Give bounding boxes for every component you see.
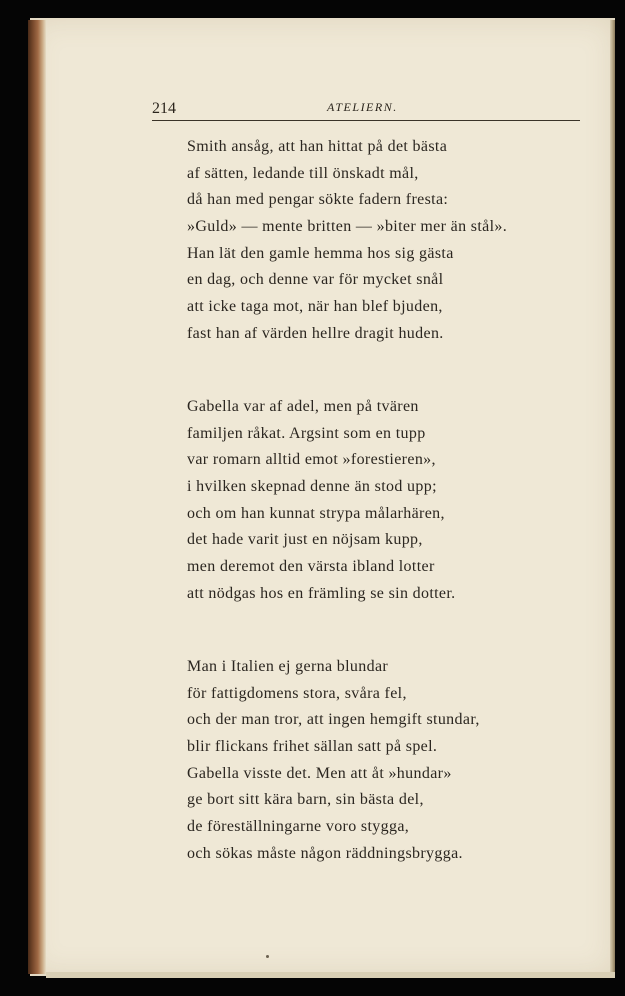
verse-line: men deremot den värsta ibland lotter xyxy=(187,558,435,576)
verse-line: Gabella var af adel, men på tvären xyxy=(187,398,419,415)
page-right-edge xyxy=(610,20,615,974)
verse-line: Gabella visste det. Men att åt »hundar» xyxy=(187,764,452,782)
verse-line: var romarn alltid emot »forestieren», xyxy=(187,451,436,469)
page-bottom-edge xyxy=(46,972,615,978)
running-head: ATELIERN. xyxy=(327,100,398,114)
verse-line: det hade varit just en nöjsam kupp, xyxy=(187,531,423,549)
verse-line: en dag, och denne var för mycket snål xyxy=(187,271,444,289)
verse-line: »Guld» — mente britten — »biter mer än stål». xyxy=(187,218,508,236)
verse-line: för fattigdomens stora, svåra fel, xyxy=(187,684,407,702)
page-number: 214 xyxy=(152,100,176,117)
page-header xyxy=(152,98,580,121)
verse-line: och om han kunnat strypa målarhären, xyxy=(187,504,445,522)
verse-line: Man i Italien ej gerna blundar xyxy=(187,658,389,675)
verse-line: att icke taga mot, när han blef bjuden, xyxy=(187,298,443,316)
book-binding-edge xyxy=(28,20,46,974)
stanza-2 xyxy=(187,394,567,608)
verse-line: att nödgas hos en främling se sin dotter. xyxy=(187,584,456,602)
verse-line: då han med pengar sökte fadern fresta: xyxy=(187,191,449,209)
verse-line: af sätten, ledande till önskadt mål, xyxy=(187,164,419,182)
verse-line: de föreställningarne voro stygga, xyxy=(187,818,410,836)
verse-line: Smith ansåg, att han hittat på det bästa xyxy=(187,138,448,155)
print-speck xyxy=(266,955,269,958)
verse-line: blir flickans frihet sällan satt på spel. xyxy=(187,738,438,756)
verse-line: familjen råkat. Argsint som en tupp xyxy=(187,424,426,442)
verse-line: och der man tror, att ingen hemgift stundar, xyxy=(187,711,480,729)
verse-line: i hvilken skepnad denne än stod upp; xyxy=(187,478,437,496)
stanza-3 xyxy=(187,654,567,868)
verse-line: och sökas måste någon räddningsbrygga. xyxy=(187,844,463,862)
stanza-1 xyxy=(187,134,567,348)
verse-line: Han lät den gamle hemma hos sig gästa xyxy=(187,244,454,262)
verse-line: ge bort sitt kära barn, sin bästa del, xyxy=(187,791,424,809)
verse-line: fast han af värden hellre dragit huden. xyxy=(187,324,444,342)
